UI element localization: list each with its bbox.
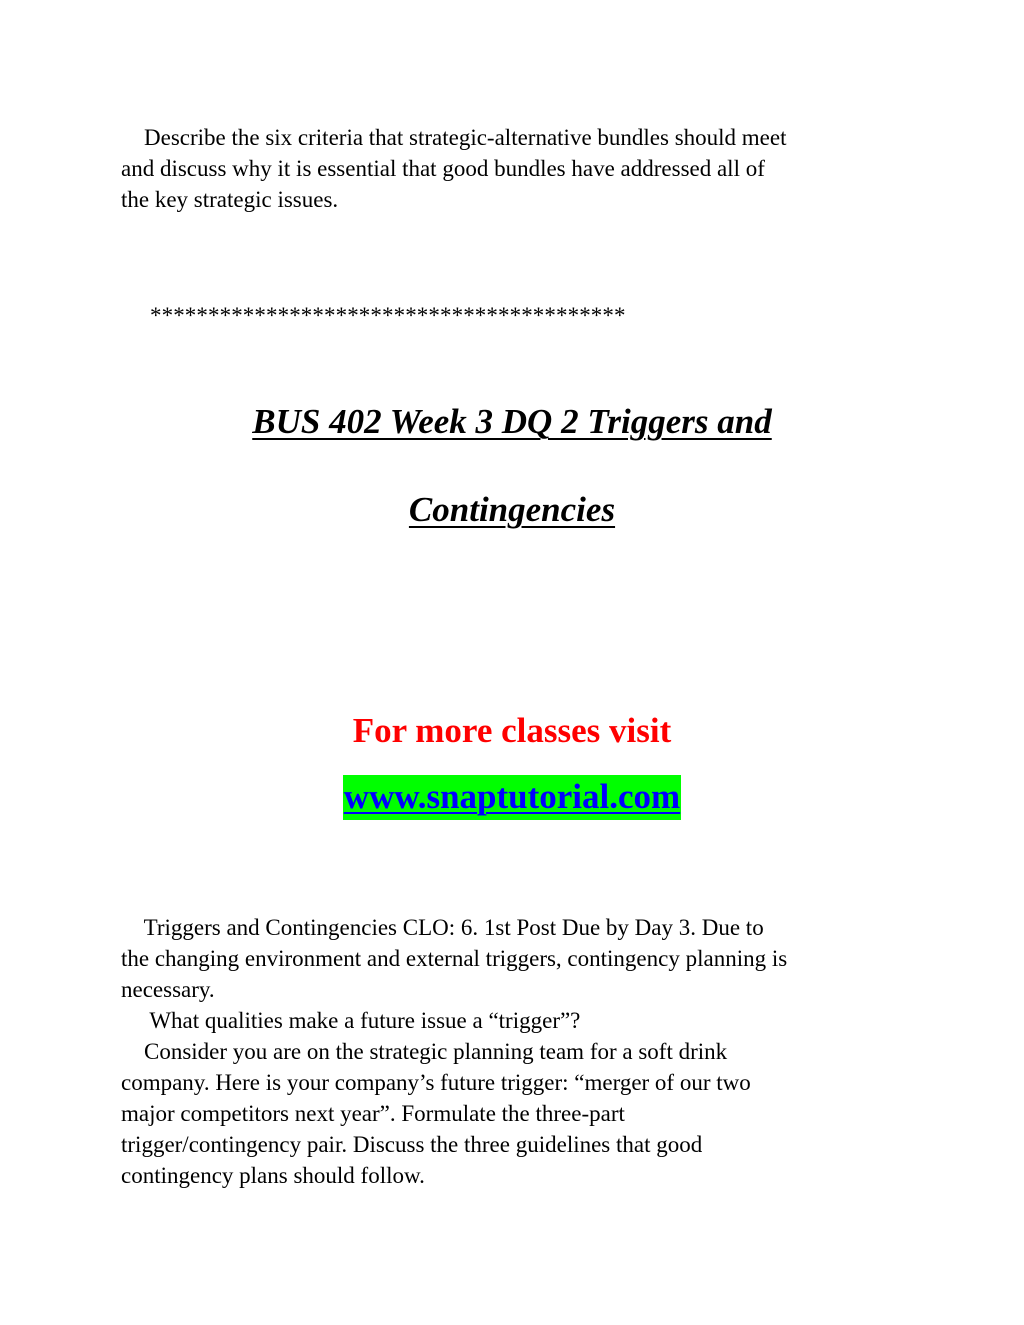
promo-link-container: [0, 775, 1024, 820]
intro-line: the key strategic issues.: [121, 187, 339, 212]
asterisk-divider: *****************************************: [150, 303, 626, 328]
snaptutorial-link[interactable]: www.snaptutorial.com: [343, 775, 681, 820]
body-line: trigger/contingency pair. Discuss the three guidelines that good: [121, 1132, 703, 1157]
body-line: Triggers and Contingencies CLO: 6. 1st Post Due by Day 3. Due to: [121, 915, 764, 940]
page-title-line-2: Contingencies: [408, 490, 616, 529]
intro-line: Describe the six criteria that strategic-alternative bundles should meet: [121, 125, 787, 150]
body-line: Consider you are on the strategic planning team for a soft drink: [121, 1039, 728, 1064]
body-line: company. Here is your company’s future trigger: “merger of our two: [121, 1070, 751, 1095]
page-title-line-1: BUS 402 Week 3 DQ 2 Triggers and: [252, 402, 772, 441]
promo-text: For more classes visit: [352, 711, 672, 750]
intro-line: and discuss why it is essential that good bundles have addressed all of: [121, 156, 765, 181]
body-paragraph: [121, 912, 911, 1191]
body-line: major competitors next year”. Formulate the three-part: [121, 1101, 625, 1126]
body-line: necessary.: [121, 977, 215, 1002]
intro-paragraph: [121, 122, 911, 215]
body-line: the changing environment and external triggers, contingency planning is: [121, 946, 788, 971]
body-line: contingency plans should follow.: [121, 1163, 425, 1188]
body-line: What qualities make a future issue a “trigger”?: [121, 1008, 581, 1033]
